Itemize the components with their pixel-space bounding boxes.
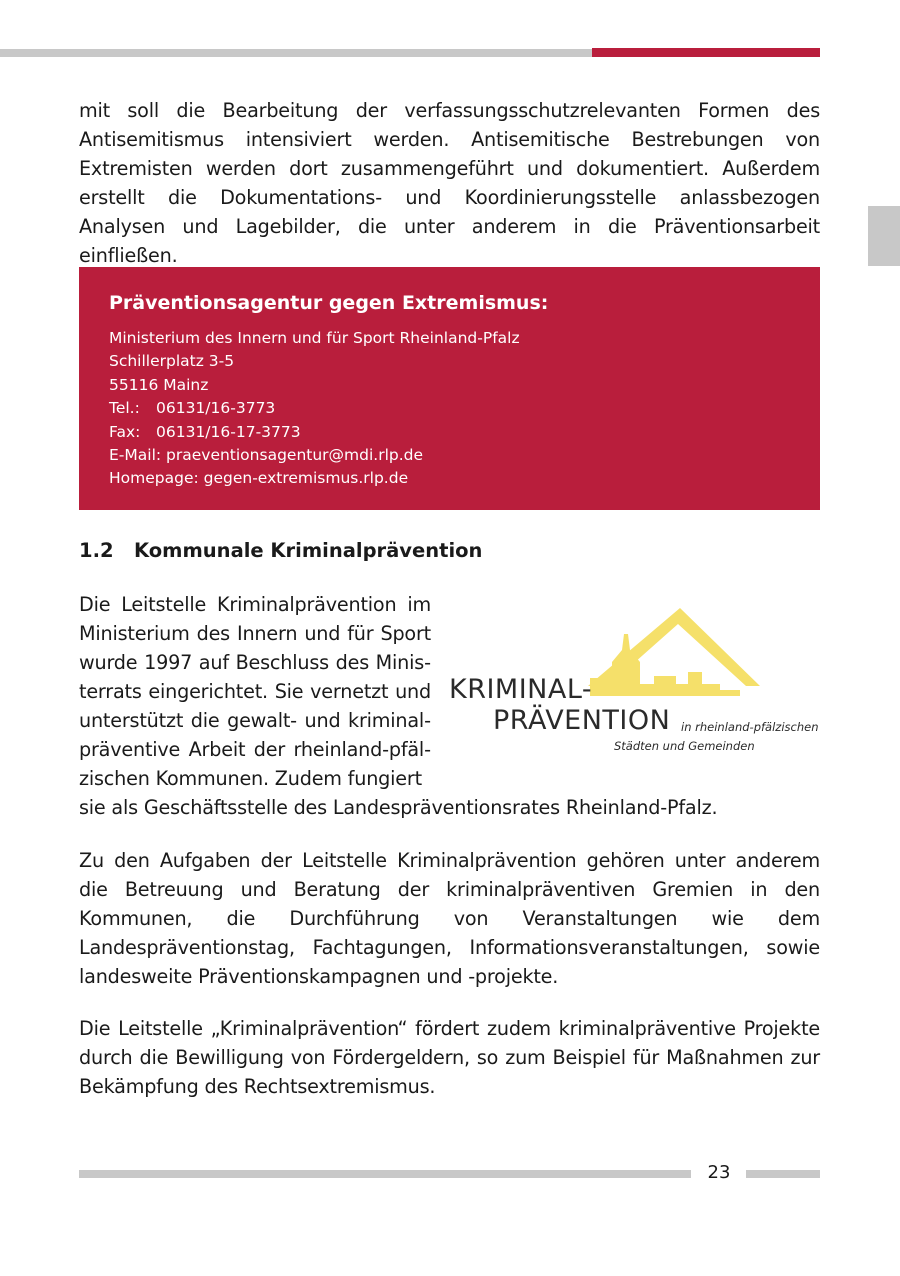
contact-homepage: Homepage: gegen-extremismus.rlp.de	[109, 469, 409, 488]
chapter-marker-tab	[868, 206, 900, 266]
leitstelle-paragraph-end: sie als Geschäftsstelle des Landespräventionsrates Rheinland-Pfalz.	[79, 796, 718, 819]
funding-paragraph: Die Leitstelle „Kriminalprävention“ fördert zudem kriminalpräventive Projekte durch die Bewilligung von Fördergeldern, so zum Beispiel für Maßnahmen zur Bekämpfung des Rechtsextremismus.	[79, 1017, 820, 1098]
section-heading	[79, 536, 482, 566]
contact-phone	[109, 397, 790, 420]
fax-number: 06131/16-17-3773	[156, 422, 301, 441]
header-accent-rule	[592, 48, 820, 57]
phone-label: Tel.:	[109, 399, 140, 418]
section-number: 1.2	[79, 539, 114, 562]
contact-organization: Ministerium des Innern und für Sport Rheinland-Pfalz	[109, 329, 520, 347]
contact-fax	[109, 421, 790, 444]
fax-label: Fax:	[109, 422, 141, 441]
intro-paragraph: mit soll die Bearbeitung der verfassungsschutzrelevanten Formen des Antisemitismus intensiviert werden. Antisemitische Bestrebungen von Extremisten werden dort zusammengeführt und dokumentiert. Außerdem erstellt die Dokumentations- und Koordinierungsstelle anlassbezogen Analysen und Lagebilder, die unter anderem in die Präventionsarbeit einfließen.	[79, 99, 820, 267]
header-rule	[0, 49, 592, 57]
town-silhouette	[590, 634, 740, 696]
phone-number: 06131/16-3773	[156, 399, 276, 418]
logo-tagline-line1: in rheinland-pfälzischen	[681, 720, 819, 734]
logo-wordmark-line2: PRÄVENTION	[493, 705, 671, 736]
contact-city: 55116 Mainz	[109, 375, 209, 394]
contact-box-title: Präventionsagentur gegen Extremismus:	[109, 292, 549, 314]
kriminalpraevention-logo	[440, 600, 820, 760]
tasks-paragraph: Zu den Aufgaben der Leitstelle Kriminalprävention gehören unter anderem die Betreuung und Beratung der kriminalpräventiven Gremien in den Kommunen, die Durchführung von Veranstaltungen wie dem Landespräventionstag, Fachtagungen, Informationsveranstaltungen, sowie landesweite Präventionskampagnen und -projekte.	[79, 849, 820, 988]
contact-email: E-Mail: praeventionsagentur@mdi.rlp.de	[109, 446, 424, 465]
logo-wordmark-line1: KRIMINAL-	[449, 674, 593, 705]
contact-box	[79, 267, 820, 510]
section-title: Kommunale Kriminalprävention	[134, 539, 483, 562]
footer-rule-left	[79, 1170, 691, 1178]
page-number: 23	[707, 1162, 731, 1183]
logo-tagline-line2: Städten und Gemeinden	[614, 739, 755, 753]
contact-street: Schillerplatz 3-5	[109, 352, 235, 371]
leitstelle-paragraph: Die Leitstelle Kriminalprävention im Ministerium des Innern und für Sport wurde 1997 auf Beschluss des Ministerrats eingerichtet. Sie vernetzt und unterstützt die gewalt- und kriminalpräventive Arbeit der rheinland-pfälzischen Kommunen. Zudem fungiert	[79, 593, 431, 790]
footer-rule-right	[746, 1170, 820, 1178]
